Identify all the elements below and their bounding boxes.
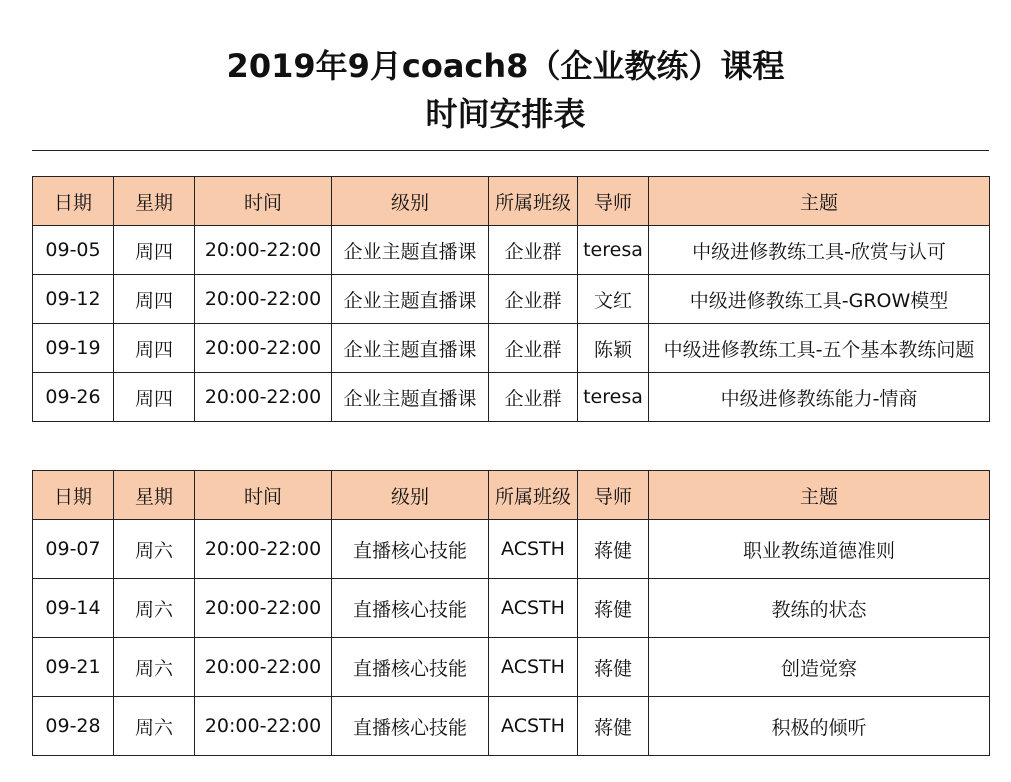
cell-weekday: 周四: [114, 275, 195, 324]
cell-mentor: 蒋健: [578, 520, 649, 579]
cell-weekday: 周四: [114, 226, 195, 275]
cell-mentor: 蒋健: [578, 579, 649, 638]
cell-level: 企业主题直播课: [332, 373, 489, 422]
schedule-table-thursday: [32, 176, 990, 422]
cell-level: 企业主题直播课: [332, 275, 489, 324]
cell-time: 20:00-22:00: [195, 697, 332, 756]
cell-time: 20:00-22:00: [195, 520, 332, 579]
cell-class: ACSTH: [489, 520, 578, 579]
cell-time: 20:00-22:00: [195, 324, 332, 373]
cell-time: 20:00-22:00: [195, 226, 332, 275]
cell-time: 20:00-22:00: [195, 373, 332, 422]
cell-date: 09-14: [33, 579, 114, 638]
header-level: 级别: [332, 471, 489, 520]
cell-mentor: 蒋健: [578, 697, 649, 756]
table-row: [33, 520, 990, 579]
table-row: [33, 697, 990, 756]
header-topic: 主题: [649, 177, 990, 226]
cell-mentor: teresa: [578, 226, 649, 275]
cell-weekday: 周六: [114, 579, 195, 638]
schedule-table-saturday: [32, 470, 990, 756]
header-weekday: 星期: [114, 177, 195, 226]
header-date: 日期: [33, 471, 114, 520]
cell-level: 直播核心技能: [332, 638, 489, 697]
cell-level: 企业主题直播课: [332, 226, 489, 275]
header-mentor: 导师: [578, 471, 649, 520]
cell-weekday: 周六: [114, 638, 195, 697]
header-time: 时间: [195, 471, 332, 520]
cell-topic: 教练的状态: [649, 579, 990, 638]
header-time: 时间: [195, 177, 332, 226]
cell-date: 09-26: [33, 373, 114, 422]
header-class: 所属班级: [489, 177, 578, 226]
cell-mentor: teresa: [578, 373, 649, 422]
document-title: 2019年9月coach8（企业教练）课程: [226, 47, 785, 85]
cell-level: 企业主题直播课: [332, 324, 489, 373]
cell-class: 企业群: [489, 226, 578, 275]
cell-weekday: 周六: [114, 520, 195, 579]
table-header-row: [33, 177, 990, 226]
cell-time: 20:00-22:00: [195, 275, 332, 324]
header-mentor: 导师: [578, 177, 649, 226]
cell-class: 企业群: [489, 373, 578, 422]
table-row: [33, 324, 990, 373]
cell-class: ACSTH: [489, 697, 578, 756]
cell-topic: 中级进修教练工具-欣赏与认可: [649, 226, 990, 275]
header-topic: 主题: [649, 471, 990, 520]
cell-date: 09-05: [33, 226, 114, 275]
table-row: [33, 638, 990, 697]
document-subtitle: 时间安排表: [425, 95, 586, 133]
cell-topic: 中级进修教练工具-GROW模型: [649, 275, 990, 324]
cell-topic: 中级进修教练能力-情商: [649, 373, 990, 422]
table-row: [33, 275, 990, 324]
table-row: [33, 579, 990, 638]
cell-topic: 创造觉察: [649, 638, 990, 697]
cell-class: ACSTH: [489, 579, 578, 638]
header-class: 所属班级: [489, 471, 578, 520]
cell-weekday: 周四: [114, 324, 195, 373]
header-level: 级别: [332, 177, 489, 226]
table-row: [33, 226, 990, 275]
cell-date: 09-21: [33, 638, 114, 697]
title-divider: [32, 150, 989, 151]
cell-weekday: 周四: [114, 373, 195, 422]
cell-mentor: 蒋健: [578, 638, 649, 697]
cell-date: 09-07: [33, 520, 114, 579]
cell-topic: 职业教练道德准则: [649, 520, 990, 579]
cell-mentor: 陈颖: [578, 324, 649, 373]
table-header-row: [33, 471, 990, 520]
cell-class: 企业群: [489, 324, 578, 373]
cell-topic: 积极的倾听: [649, 697, 990, 756]
cell-time: 20:00-22:00: [195, 638, 332, 697]
cell-level: 直播核心技能: [332, 579, 489, 638]
table-row: [33, 373, 990, 422]
cell-level: 直播核心技能: [332, 697, 489, 756]
cell-class: 企业群: [489, 275, 578, 324]
cell-mentor: 文红: [578, 275, 649, 324]
cell-class: ACSTH: [489, 638, 578, 697]
cell-date: 09-19: [33, 324, 114, 373]
header-date: 日期: [33, 177, 114, 226]
cell-topic: 中级进修教练工具-五个基本教练问题: [649, 324, 990, 373]
cell-date: 09-12: [33, 275, 114, 324]
cell-time: 20:00-22:00: [195, 579, 332, 638]
header-weekday: 星期: [114, 471, 195, 520]
cell-weekday: 周六: [114, 697, 195, 756]
cell-level: 直播核心技能: [332, 520, 489, 579]
cell-date: 09-28: [33, 697, 114, 756]
